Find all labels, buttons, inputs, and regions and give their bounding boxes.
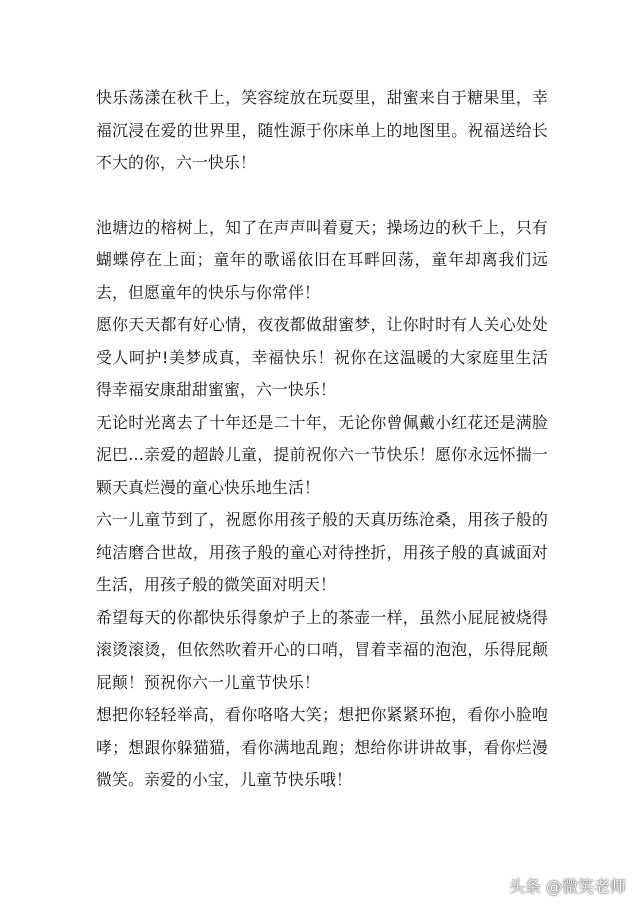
document-body [96, 82, 548, 797]
paragraph-6: 希望每天的你都快乐得象炉子上的茶壶一样，虽然小屁屁被烧得滚烫滚烫，但依然吹着开心的口哨，冒着幸福的泡泡，乐得屁颠屁颠！预祝你六一儿童节快乐！ [96, 607, 548, 692]
paragraph-3: 愿你天天都有好心情，夜夜都做甜蜜梦，让你时时有人关心处处受人呵护!美梦成真，幸福快乐！祝你在这温暖的大家庭里生活得幸福安康甜甜蜜蜜，六一快乐！ [96, 315, 548, 399]
paragraph-7: 想把你轻轻举高，看你咯咯大笑；想把你紧紧环抱，看你小脸咆哮；想跟你躲猫猫，看你满地乱跑；想给你讲讲故事，看你烂漫微笑。亲爱的小宝，儿童节快乐哦！ [96, 705, 548, 789]
paragraph-4: 无论时光离去了十年还是二十年，无论你曾佩戴小红花还是满脸泥巴...亲爱的超龄儿童，提前祝你六一节快乐！愿你永远怀揣一颗天真烂漫的童心快乐地生活！ [96, 412, 548, 497]
paragraph-2: 池塘边的榕树上，知了在声声叫着夏天；操场边的秋千上，只有蝴蝶停在上面；童年的歌谣依旧在耳畔回荡，童年却离我们远去，但愿童年的快乐与你常伴！ [96, 217, 548, 302]
paragraph-5: 六一儿童节到了，祝愿你用孩子般的天真历练沧桑，用孩子般的纯洁磨合世故，用孩子般的童心对待挫折，用孩子般的真诚面对生活，用孩子般的微笑面对明天！ [96, 510, 548, 594]
paragraph-1: 快乐荡漾在秋千上，笑容绽放在玩耍里，甜蜜来自于糖果里，幸福沉浸在爱的世界里，随性源于你床单上的地图里。祝福送给长不大的你，六一快乐！ [96, 88, 548, 172]
source-watermark: 头条 @微笑老师 [508, 877, 626, 896]
